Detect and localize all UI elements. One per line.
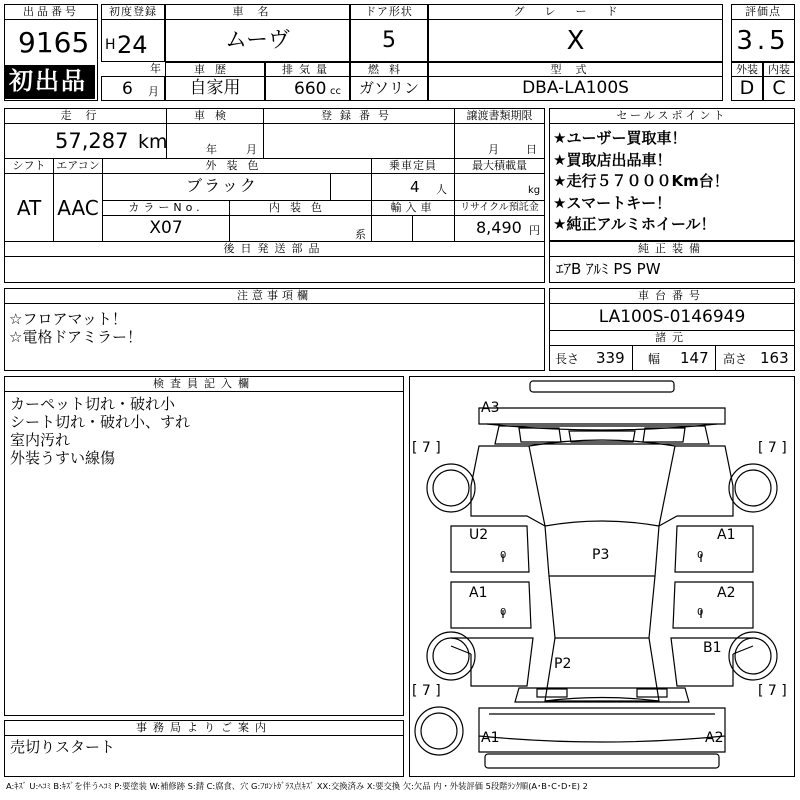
fuel: ガソリン: [358, 79, 419, 97]
inspection-label: 車検: [166, 108, 264, 124]
grade: X: [566, 26, 585, 56]
damage-mark: A1: [717, 527, 736, 543]
reg-no-box: [263, 123, 455, 159]
sales-point: ★走行５７０００Km台！: [553, 172, 729, 190]
displacement-label: 排気量: [265, 62, 350, 77]
capacity-unit: 人: [436, 183, 447, 196]
damage-mark: A3: [481, 400, 500, 416]
reg-no-label: 登録番号: [263, 108, 455, 124]
equipment-items: ｴｱB ｱﾙﾐ PS PW: [556, 260, 661, 278]
import-box: [371, 215, 413, 242]
width-label: 幅: [648, 352, 661, 366]
zero-mark: 0: [500, 607, 507, 618]
height: 163: [760, 349, 789, 367]
spec-label: 諸元: [549, 330, 795, 346]
ac-label: エアコン: [53, 158, 103, 174]
height-label: 高さ: [723, 352, 748, 366]
ext-color: ブラック: [186, 176, 258, 195]
history-label: 車歴: [165, 62, 265, 77]
inspection-year-unit: 年: [206, 143, 217, 156]
capacity-label: 乗車定員: [371, 158, 455, 174]
sales-point: ★買取店出品車！: [553, 150, 672, 169]
notes-label: 注意事項欄: [4, 288, 545, 304]
fuel-label: 燃料: [350, 62, 428, 77]
later-parts-label: 後日発送部品: [4, 241, 545, 257]
damage-mark: A2: [717, 585, 736, 601]
later-parts-box: [4, 256, 545, 283]
inspector-line: 外装うすい線傷: [10, 449, 116, 467]
score: 3.5: [736, 26, 790, 56]
ext-color-swatch: [330, 173, 372, 201]
notes-list: [9, 310, 142, 346]
int-color-unit: 系: [355, 228, 366, 241]
tire-mark: [ 7 ]: [412, 683, 441, 699]
displacement: 660: [294, 79, 327, 99]
shift-label: シフト: [4, 158, 54, 174]
inspection-month-unit: 月: [246, 143, 257, 156]
mileage-label: 走行: [4, 108, 167, 124]
zero-mark: 0: [697, 607, 704, 618]
mileage: 57,287: [55, 129, 129, 153]
inspector-notes: [10, 395, 190, 467]
car-diagram: [409, 376, 795, 777]
zero-mark: 0: [500, 550, 507, 561]
sales-points-list: [553, 128, 729, 236]
score-label: 評価点: [731, 4, 795, 20]
ac: AAC: [57, 196, 99, 220]
tire-mark: [ 7 ]: [758, 440, 787, 456]
inspector-line: シート切れ・破れ小、すれ: [10, 413, 191, 431]
displacement-unit: cc: [330, 86, 341, 97]
color-no: X07: [149, 218, 183, 238]
legend: A:ｷｽﾞ U:ﾍｺﾐ B:ｷｽﾞを伴うﾍｺﾐ P:要塗装 W:補修跡 S:錆 C:腐食、穴 G:ﾌﾛﾝﾄｶﾞﾗｽ点ｷｽﾞ XX:交換済み X:要交換 欠:欠品 内・外装評価 5段階ﾗﾝｸ順(A･B･C･D･E) 2: [6, 781, 588, 791]
damage-mark: A2: [705, 730, 724, 746]
car-name-label: 車名: [165, 4, 350, 20]
grade-label: グレード: [428, 4, 723, 20]
ext-grade-label: 外装: [731, 62, 763, 77]
reg-year: 24: [117, 31, 148, 59]
length: 339: [596, 349, 625, 367]
inspector-line: カーペット切れ・破れ小: [10, 395, 176, 413]
door-label: ドア形状: [350, 4, 428, 20]
model: DBA-LA100S: [522, 78, 629, 98]
damage-mark: A1: [481, 730, 500, 746]
damage-mark: P2: [554, 656, 572, 672]
reg-month-unit: 月: [148, 85, 159, 98]
office-text: 売切りスタート: [10, 738, 116, 756]
damage-mark: U2: [469, 527, 489, 543]
note-line: ☆フロアマット！: [9, 310, 127, 328]
mileage-unit: km: [138, 131, 168, 153]
width: 147: [680, 349, 709, 367]
sales-point: ★純正アルミホイール！: [553, 215, 716, 233]
recycle: 8,490: [476, 218, 522, 237]
tire-mark: [ 7 ]: [412, 440, 441, 456]
equipment-label: 純正装備: [549, 241, 795, 257]
reg-year-unit: 年: [150, 62, 161, 75]
chassis-number: LA100S-0146949: [598, 307, 746, 327]
ext-color-label: 外装色: [102, 158, 372, 174]
door-count: 5: [382, 28, 396, 53]
damage-mark: B1: [703, 640, 722, 656]
capacity: 4: [410, 178, 420, 196]
int-color-label: 内装色: [229, 200, 372, 216]
damage-mark: P3: [592, 547, 610, 563]
sales-point: ★スマートキー！: [553, 193, 672, 212]
color-no-label: カラーNo.: [102, 200, 230, 216]
length-label: 長さ: [555, 352, 580, 366]
transfer-day-unit: 日: [526, 143, 537, 156]
ext-grade: D: [739, 77, 755, 99]
history: 自家用: [189, 78, 241, 98]
era: H: [105, 37, 116, 53]
recycle-label: リサイクル預託金: [454, 200, 545, 216]
first-reg-label: 初度登録: [101, 4, 165, 20]
damage-mark: A1: [469, 585, 488, 601]
office-label: 事務局よりご案内: [4, 720, 404, 736]
chassis-label: 車台番号: [549, 288, 795, 304]
shift: AT: [16, 196, 42, 220]
transfer-month-unit: 月: [488, 143, 499, 156]
zero-mark: 0: [697, 550, 704, 561]
reg-month: 6: [122, 79, 133, 99]
tire-mark: [ 7 ]: [758, 683, 787, 699]
import-box-2: [412, 215, 455, 242]
lot-number: 9165: [18, 26, 90, 59]
model-label: 型式: [428, 62, 723, 77]
car-name: ムーヴ: [225, 28, 290, 53]
int-grade: C: [772, 77, 786, 99]
inspector-label: 検査員記入欄: [4, 376, 404, 392]
inspector-line: 室内汚れ: [10, 431, 71, 449]
max-load-label: 最大積載量: [454, 158, 545, 174]
int-color-box: [229, 215, 372, 242]
note-line: ☆電格ドアミラー！: [9, 328, 142, 346]
transfer-label: 譲渡書類期限: [454, 108, 545, 124]
first-listing-text: 初出品: [9, 67, 87, 95]
sales-points-label: セールスポイント: [549, 108, 795, 124]
recycle-unit: 円: [529, 224, 540, 237]
lot-number-label: 出品番号: [4, 4, 98, 20]
max-load-unit: kg: [528, 185, 541, 196]
int-grade-label: 内装: [763, 62, 795, 77]
sales-point: ★ユーザー買取車！: [553, 129, 687, 147]
import-label: 輸入車: [371, 200, 455, 216]
